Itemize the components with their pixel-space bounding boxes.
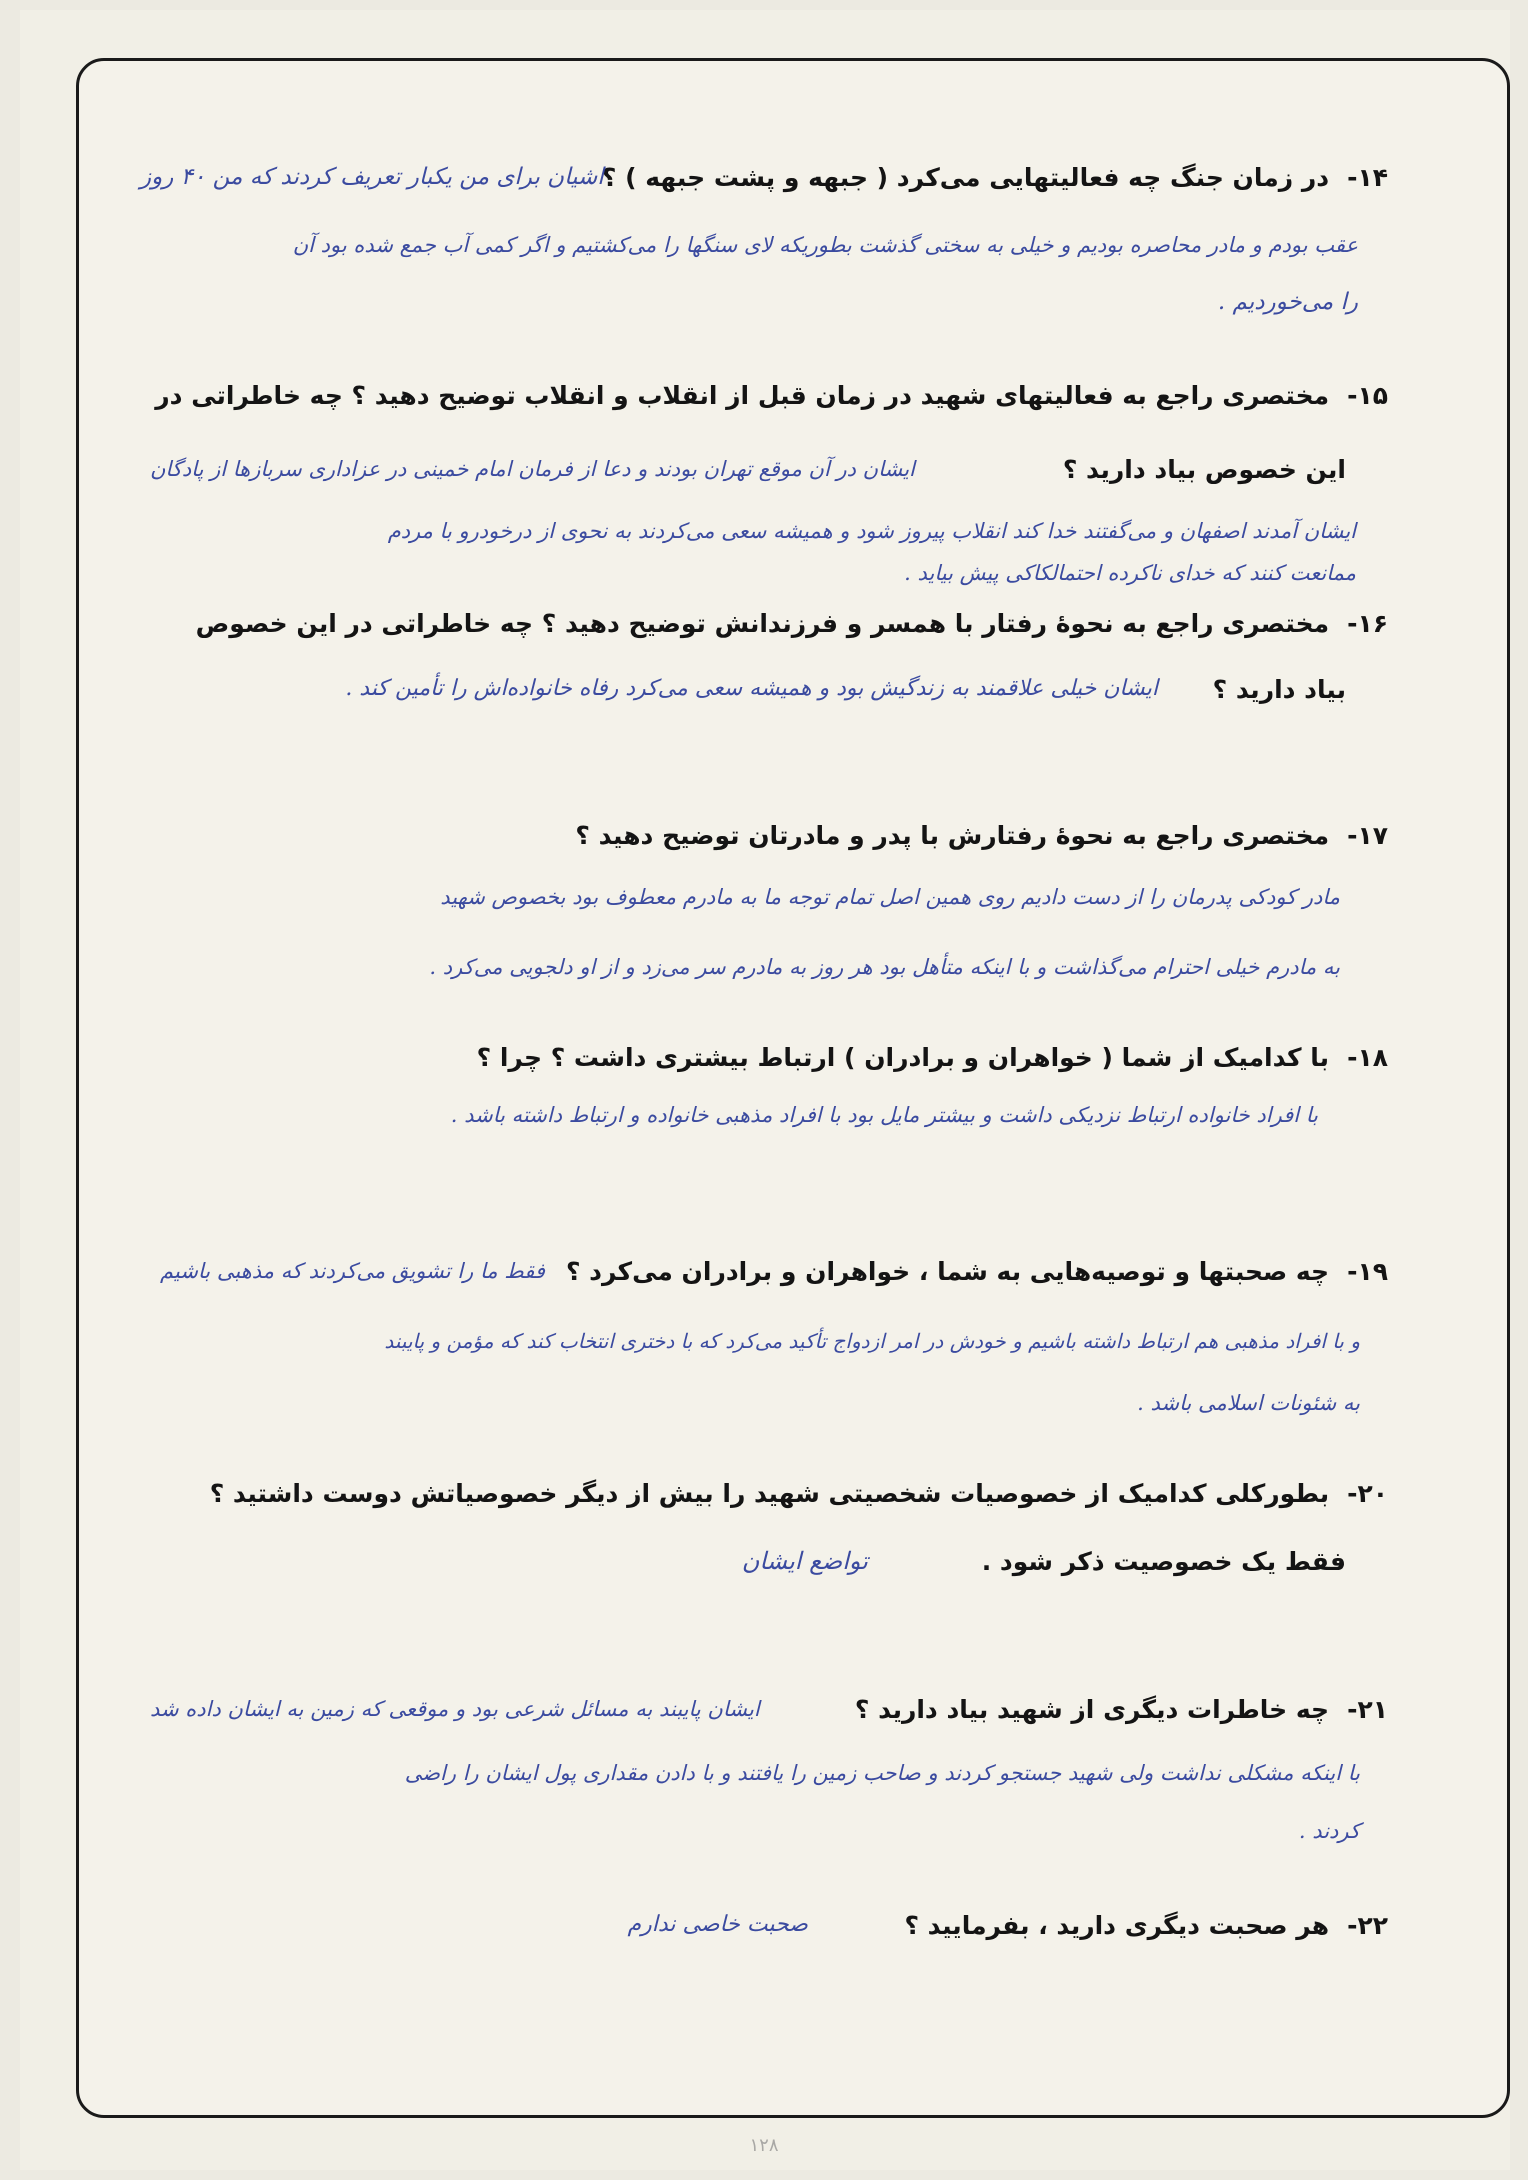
answer-22-line-1: صحبت خاصی ندارم [627, 1912, 808, 1937]
answer-15-line-3: ممانعت کنند که خدای ناکرده احتمالکاکی پیش بیاید . [904, 561, 1356, 585]
answer-21-line-2: با اینکه مشکلی نداشت ولی شهید جستجو کردند و صاحب زمین را یافتند و با دادن مقداری پول ایشان را راضی [404, 1761, 1360, 1785]
question-19-text: چه صحبتها و توصیه‌هایی به شما ، خواهران و برادران می‌کرد ؟ [565, 1257, 1330, 1286]
question-14-number: ۱۴- [1347, 163, 1388, 192]
question-20-line-1 [110, 1476, 1388, 1512]
question-20-number: ۲۰- [1347, 1479, 1388, 1508]
answer-14-line-3: را می‌خوردیم . [1217, 289, 1358, 315]
answer-19-line-3: به شئونات اسلامی باشد . [1137, 1391, 1360, 1415]
question-14-text: در زمان جنگ چه فعالیتهایی می‌کرد ( جبهه و پشت جبهه ) ؟ [601, 163, 1330, 192]
page-number: ۱۲۸ [749, 2135, 779, 2156]
answer-20-line-1: تواضع ایشان [741, 1547, 868, 1575]
question-18-line-1 [110, 1040, 1388, 1076]
answer-14-line-1: اشیان برای من یکبار تعریف کردند که من ۴۰ روز [140, 164, 604, 190]
question-16-text-1: مختصری راجع به نحوهٔ رفتار با همسر و فرزندانش توضیح دهید ؟ چه خاطراتی در این خصوص [195, 609, 1330, 638]
question-22-number: ۲۲- [1347, 1911, 1388, 1940]
question-16-number: ۱۶- [1347, 609, 1388, 638]
question-16-line-2: بیاد دارید ؟ [1212, 675, 1346, 704]
question-15-text-1: مختصری راجع به فعالیتهای شهید در زمان قبل از انقلاب و انقلاب توضیح دهید ؟ چه خاطراتی در [155, 381, 1330, 410]
answer-17-line-1: مادر کودکی پدرمان را از دست دادیم روی همین اصل تمام توجه ما به مادرم معطوف بود بخصوص شهید [440, 885, 1340, 909]
question-15-line-2: این خصوص بیاد دارید ؟ [1062, 455, 1346, 484]
answer-21-line-3: کردند . [1298, 1819, 1360, 1843]
question-20-line-2: فقط یک خصوصیت ذکر شود . [981, 1547, 1346, 1576]
question-17-text: مختصری راجع به نحوهٔ رفتارش با پدر و مادرتان توضیح دهید ؟ [575, 821, 1330, 850]
question-17-number: ۱۷- [1347, 821, 1388, 850]
answer-14-line-2: عقب بودم و مادر محاصره بودیم و خیلی به سختی گذشت بطوریکه لای سنگها را می‌کشتیم و اگر کمی آب جمع شده بود آن [292, 233, 1358, 257]
question-17-line-1 [110, 818, 1388, 854]
answer-15-line-1: ایشان در آن موقع تهران بودند و دعا از فرمان امام خمینی در عزاداری سربازها از پادگان [150, 457, 915, 481]
answer-19-line-1: فقط ما را تشویق می‌کردند که مذهبی باشیم [160, 1259, 545, 1283]
answer-18-line-1: با افراد خانواده ارتباط نزدیکی داشت و بیشتر مایل بود با افراد مذهبی خانواده و ارتباط داشته باشد . [450, 1103, 1318, 1127]
question-19-number: ۱۹- [1347, 1257, 1388, 1286]
answer-16-line-1: ایشان خیلی علاقمند به زندگیش بود و همیشه سعی می‌کرد رفاه خانواده‌اش را تأمین کند . [345, 676, 1158, 701]
question-15-line-1 [110, 378, 1388, 414]
question-21-text: چه خاطرات دیگری از شهید بیاد دارید ؟ [854, 1695, 1330, 1724]
answer-19-line-2: و با افراد مذهبی هم ارتباط داشته باشیم و خودش در امر ازدواج تأکید می‌کرد که با دختری انتخاب کند که مؤمن و پایبند [384, 1329, 1360, 1353]
question-22-text: هر صحبت دیگری دارید ، بفرمایید ؟ [904, 1911, 1330, 1940]
question-20-text-1: بطورکلی کدامیک از خصوصیات شخصیتی شهید را بیش از دیگر خصوصیاتش دوست داشتید ؟ [209, 1479, 1330, 1508]
question-16-line-1 [110, 606, 1388, 642]
question-18-text: با کدامیک از شما ( خواهران و برادران ) ارتباط بیشتری داشت ؟ چرا ؟ [476, 1043, 1330, 1072]
question-15-number: ۱۵- [1347, 381, 1388, 410]
answer-17-line-2: به مادرم خیلی احترام می‌گذاشت و با اینکه متأهل بود هر روز به مادرم سر می‌زد و از او دلجویی می‌کرد . [429, 955, 1340, 979]
question-21-number: ۲۱- [1347, 1695, 1388, 1724]
page-border-frame [76, 58, 1510, 2118]
question-18-number: ۱۸- [1347, 1043, 1388, 1072]
answer-15-line-2: ایشان آمدند اصفهان و می‌گفتند خدا کند انقلاب پیروز شود و همیشه سعی می‌کردند به نحوی از درخودرو با مردم [387, 519, 1356, 543]
answer-21-line-1: ایشان پایبند به مسائل شرعی بود و موقعی که زمین به ایشان داده شد [150, 1697, 760, 1721]
